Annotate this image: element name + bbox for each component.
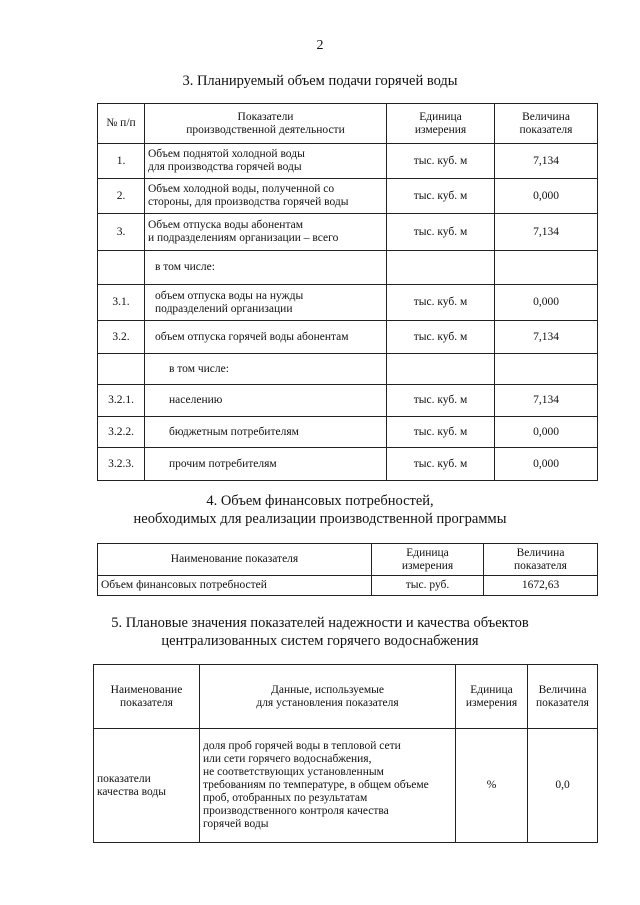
table-row (98, 321, 598, 354)
table-row (98, 251, 598, 285)
row-num: 3.1. (98, 285, 145, 321)
row-num: 3.2.3. (98, 448, 145, 481)
header-value: Величина показателя (528, 665, 598, 729)
row-num: 3.2.2. (98, 417, 145, 448)
header-unit: Единица измерения (372, 544, 484, 576)
row-indicator: в том числе: (145, 354, 387, 385)
header-data: Данные, используемые для установления показателя (200, 665, 456, 729)
row-indicator: Объем отпуска воды абонентам и подразделениям организации – всего (145, 214, 387, 251)
row-name: Объем финансовых потребностей (98, 576, 372, 596)
row-unit: тыс. куб. м (387, 285, 495, 321)
header-num: № п/п (98, 104, 145, 144)
row-indicator: Объем холодной воды, полученной со стороны, для производства горячей воды (145, 179, 387, 214)
row-indicator: объем отпуска воды на нужды подразделений организации (145, 285, 387, 321)
header-name: Наименование показателя (98, 544, 372, 576)
section-5-title-line-2: централизованных систем горячего водоснабжения (161, 633, 479, 649)
row-unit: тыс. куб. м (387, 144, 495, 179)
table-row (98, 576, 598, 596)
row-value: 7,134 (495, 214, 598, 251)
financial-needs-table (97, 543, 598, 596)
table-header-row (98, 104, 598, 144)
row-value: 0,0 (528, 729, 598, 843)
row-num: 1. (98, 144, 145, 179)
header-unit: Единица измерения (456, 665, 528, 729)
header-value: Величина показателя (484, 544, 598, 576)
row-unit: тыс. куб. м (387, 214, 495, 251)
row-value (495, 354, 598, 385)
table-row (98, 354, 598, 385)
table-row (98, 144, 598, 179)
row-num: 3.2.1. (98, 385, 145, 417)
table-header-row (94, 665, 598, 729)
row-indicator: объем отпуска горячей воды абонентам (145, 321, 387, 354)
row-value: 0,000 (495, 448, 598, 481)
row-unit: тыс. куб. м (387, 321, 495, 354)
row-value: 1672,63 (484, 576, 598, 596)
header-indicator: Показатели производственной деятельности (145, 104, 387, 144)
table-row (94, 729, 598, 843)
row-num (98, 354, 145, 385)
page-number: 2 (316, 38, 324, 53)
row-num (98, 251, 145, 285)
table-row (98, 179, 598, 214)
row-unit: тыс. куб. м (387, 385, 495, 417)
section-4-title-line-1: 4. Объем финансовых потребностей, (206, 493, 434, 509)
row-data: доля проб горячей воды в тепловой сети или сети горячего водоснабжения, не соответствующих установленным требованиям по температуре, в общем объеме проб, отобранных по результатам производственного контроля качества горячей воды (200, 729, 456, 843)
reliability-quality-table (93, 664, 598, 843)
row-indicator: бюджетным потребителям (145, 417, 387, 448)
row-unit: тыс. куб. м (387, 417, 495, 448)
row-value: 0,000 (495, 285, 598, 321)
section-4-title-line-2: необходимых для реализации производственной программы (133, 511, 507, 527)
supply-volume-table (97, 103, 598, 481)
section-5-title (0, 614, 640, 650)
row-unit: тыс. руб. (372, 576, 484, 596)
row-indicator: прочим потребителям (145, 448, 387, 481)
section-3-title: 3. Планируемый объем подачи горячей воды (182, 73, 458, 89)
table-row (98, 214, 598, 251)
row-num: 3.2. (98, 321, 145, 354)
section-5-title-line-1: 5. Плановые значения показателей надежности и качества объектов (111, 615, 529, 631)
row-name: показатели качества воды (94, 729, 200, 843)
row-unit: % (456, 729, 528, 843)
table-header-row (98, 544, 598, 576)
row-num: 3. (98, 214, 145, 251)
row-value: 7,134 (495, 144, 598, 179)
row-value: 7,134 (495, 321, 598, 354)
header-name: Наименование показателя (94, 665, 200, 729)
row-unit (387, 354, 495, 385)
header-value: Величина показателя (495, 104, 598, 144)
row-unit: тыс. куб. м (387, 179, 495, 214)
table-row (98, 448, 598, 481)
row-indicator: в том числе: (145, 251, 387, 285)
table-row (98, 285, 598, 321)
row-indicator: населению (145, 385, 387, 417)
row-value: 7,134 (495, 385, 598, 417)
row-value: 0,000 (495, 417, 598, 448)
row-value (495, 251, 598, 285)
table-row (98, 385, 598, 417)
row-value: 0,000 (495, 179, 598, 214)
row-indicator: Объем поднятой холодной воды для производства горячей воды (145, 144, 387, 179)
header-unit: Единица измерения (387, 104, 495, 144)
row-unit (387, 251, 495, 285)
section-4-title (0, 492, 640, 528)
table-row (98, 417, 598, 448)
row-unit: тыс. куб. м (387, 448, 495, 481)
row-num: 2. (98, 179, 145, 214)
